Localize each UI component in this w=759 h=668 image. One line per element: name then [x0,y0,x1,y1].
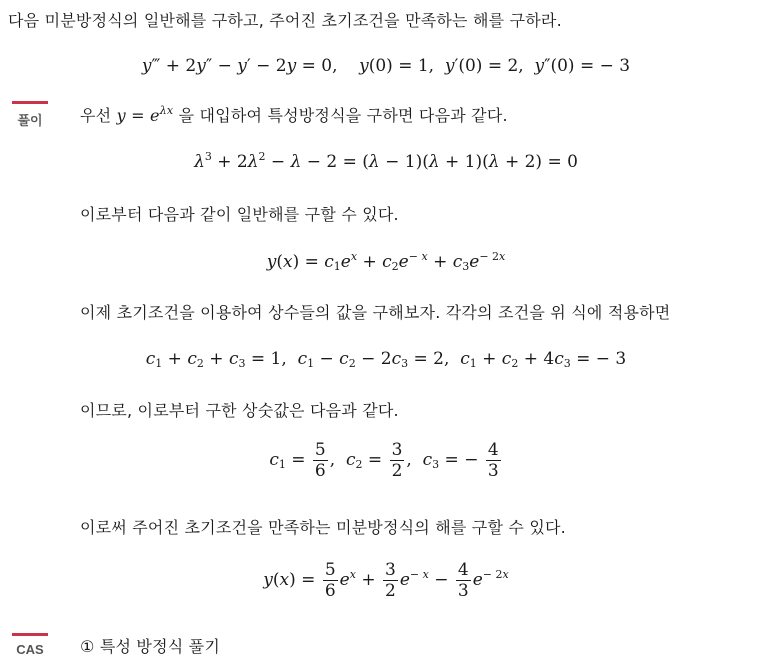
solution-line-3: 이제 초기조건을 이용하여 상수들의 값을 구해보자. 각각의 조건을 위 식에 적용하면 [80,303,671,322]
constants-system: $c_1 + c_2 + c_3 = 1$, $c_1 - c_2 - 2c_3 = 2$, $c_1 + c_2 + 4c_3$ = − 3 [145,349,627,370]
ode-equation: y‴ + 2y″ − y′ − 2y = 0, y(0) = 1, y′(0) = 2, y″(0) = − 3 [141,56,631,76]
constants-values: $c_1$ = $\frac{5}{6}$ , $c_2$ = $\frac{3}{2}$ , $c_3$ = − $\frac{4}{3}$ [269,440,499,481]
solution-line-1: 우선 $y = e^{\lambda x}$ 을 대입하여 특성방정식을 구하면 다음과 같다. [80,104,508,125]
solution-label: 풀이 [12,101,48,129]
particular-solution: y(x) = $\frac{5}{6}$ $e^x$ + $\frac{3}{2}$ $e^{- x}$ − $\frac{4}{3}$ $e^{- 2x}$ [263,560,509,601]
solution-line-2: 이로부터 다음과 같이 일반해를 구할 수 있다. [80,205,399,224]
cas-label: CAS [12,633,48,657]
general-solution: $y(x) = c_1e^x + c_2e^{- x} + c_3e^{- 2x}$ [266,250,506,273]
cas-step-1: ① 특성 방정식 풀기 [80,637,220,656]
solution-line-5: 이로써 주어진 초기조건을 만족하는 미분방정식의 해를 구할 수 있다. [80,518,566,537]
problem-text: 다음 미분방정식의 일반해를 구하고, 주어진 초기조건을 만족하는 해를 구하라. [8,11,562,30]
solution-line-4: 이므로, 이로부터 구한 상숫값은 다음과 같다. [80,401,399,420]
characteristic-equation: $\lambda^3 + 2\lambda^2 - \lambda - 2 = (\lambda - 1)(\lambda + 1)(\lambda + 2) = 0$ [194,150,578,172]
